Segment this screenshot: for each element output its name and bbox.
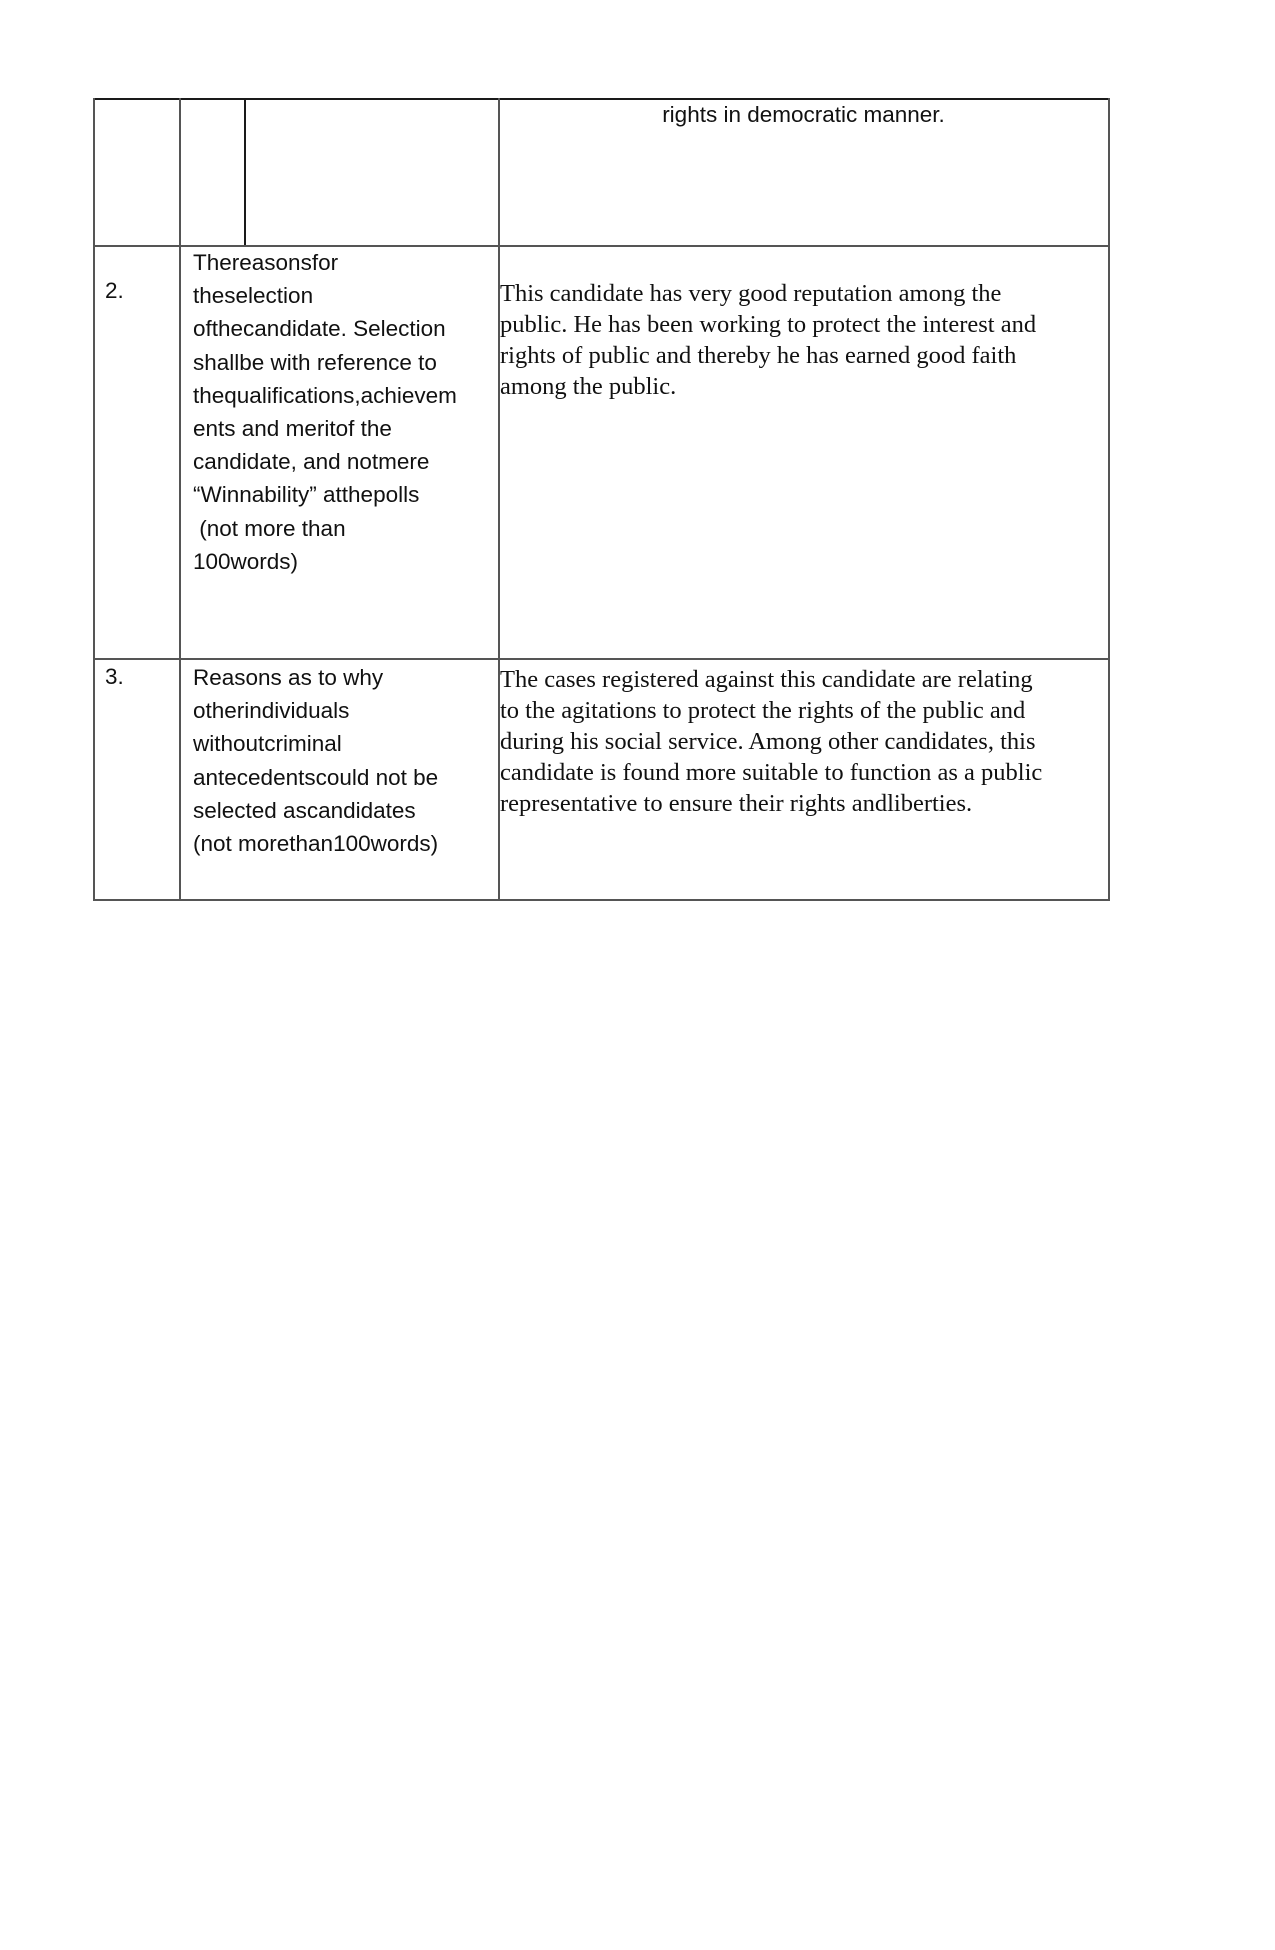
question-line: antecedentscould not be xyxy=(193,764,439,790)
question-line: candidate, and notmere xyxy=(193,449,430,475)
answer-line: among the public. xyxy=(500,373,677,400)
question-line: ofthecandidate. Selection xyxy=(193,316,446,342)
answer-line: public. He has been working to protect the interest and xyxy=(500,311,1037,338)
question-line: selected ascandidates xyxy=(193,797,416,823)
row-number: 2. xyxy=(105,278,124,303)
question-cell xyxy=(193,661,498,860)
answer-line: to the agitations to protect the rights of the public and xyxy=(500,697,1026,724)
answer-line: The cases registered against this candidate are relating xyxy=(500,666,1033,693)
question-line: shallbe with reference to xyxy=(193,349,437,375)
question-line: ents and meritof the xyxy=(193,416,392,442)
row-number: 3. xyxy=(105,664,124,689)
answer-cell xyxy=(499,98,1108,131)
answer-cell xyxy=(500,664,1108,819)
answer-line: representative to ensure their rights andliberties. xyxy=(500,790,973,817)
table-border-bottom xyxy=(94,899,1109,901)
answer-line: candidate is found more suitable to function as a public xyxy=(500,759,1043,786)
row-divider-2 xyxy=(94,658,1109,660)
question-line: otherindividuals xyxy=(193,698,350,724)
question-line: “Winnability” atthepolls xyxy=(193,482,420,508)
question-line: theselection xyxy=(193,283,314,309)
question-line: (not morethan100words) xyxy=(193,831,439,857)
column-divider-number xyxy=(179,98,181,901)
question-cell xyxy=(193,246,498,578)
question-line: withoutcriminal xyxy=(193,731,342,757)
question-line: Thereasonsfor xyxy=(193,250,339,275)
answer-cell xyxy=(500,278,1108,402)
answer-line: during his social service. Among other candidates, this xyxy=(500,728,1036,755)
question-line: (not more than xyxy=(193,515,346,541)
question-line: Reasons as to why xyxy=(193,665,384,690)
column-divider-sub xyxy=(244,98,246,246)
answer-line: rights of public and thereby he has earned good faith xyxy=(500,342,1017,369)
table-border-left xyxy=(93,98,95,901)
question-line: 100words) xyxy=(193,548,299,574)
answer-line: This candidate has very good reputation among the xyxy=(500,280,1002,307)
question-line: thequalifications,achievem xyxy=(193,382,457,408)
table-border-right xyxy=(1108,98,1110,901)
answer-line: rights in democratic manner. xyxy=(662,102,945,127)
